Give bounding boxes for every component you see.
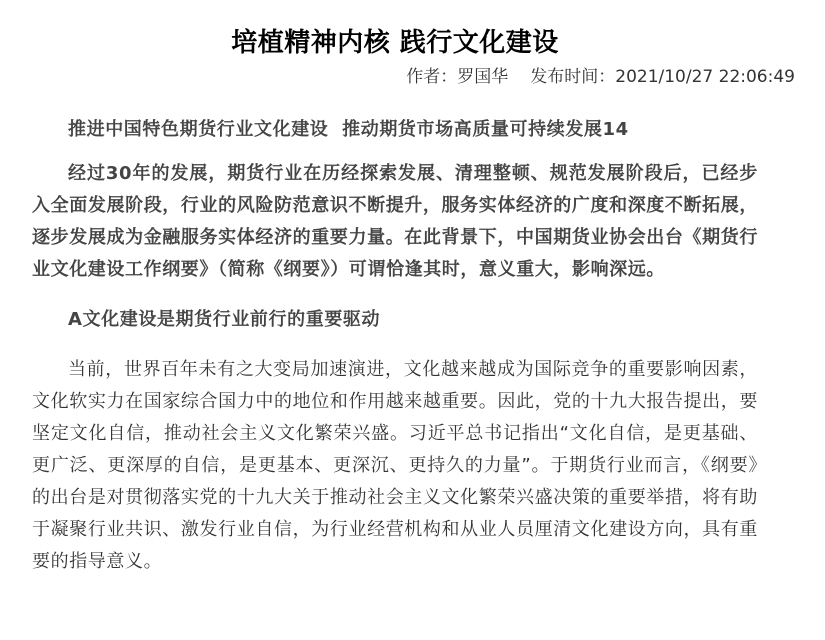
section-heading: A文化建设是期货行业前行的重要驱动 xyxy=(68,309,381,330)
subtitle-paragraph: 推进中国特色期货行业文化建设 推动期货市场高质量可持续发展14 xyxy=(68,119,629,140)
publish-time: 2021/10/27 22:06:49 xyxy=(615,67,795,87)
body-paragraph: 当前，世界百年未有之大变局加速演进，文化越来越成为国际竞争的重要影响因素，文化软实力在国家综合国力中的地位和作用越来越重要。因此，党的十九大报告提出，要坚定文化自信，推动社会主义文化繁荣兴盛。习近平总书记指出“文化自信，是更基础、更广泛、更深厚的自信，是更基本、更深沉、更持久的力量”。于期货行业而言，《纲要》的出台是对贯彻落实党的十九大关于推动社会主义文化繁荣兴盛决策的重要举措，将有助于凝聚行业共识、激发行业自信，为行业经营机构和从业人员厘清文化建设方向，具有重要的指导意义。 xyxy=(32,359,758,572)
article-title: 培植精神内核 践行文化建设 xyxy=(231,28,559,59)
article-body xyxy=(32,114,758,578)
intro-paragraph: 经过30年的发展，期货行业在历经探索发展、清理整顿、规范发展阶段后，已经步入全面发展阶段，行业的风险防范意识不断提升，服务实体经济的广度和深度不断拓展，逐步发展成为金融服务实体经济的重要力量。在此背景下，中国期货业协会出台《期货行业文化建设工作纲要》（简称《纲要》）可谓恰逢其时，意义重大，影响深远。 xyxy=(32,163,758,280)
author-name: 罗国华 xyxy=(457,67,509,87)
author-label: 作者： xyxy=(406,67,458,87)
publish-time-label: 发布时间： xyxy=(530,67,616,87)
article-meta xyxy=(406,64,795,90)
